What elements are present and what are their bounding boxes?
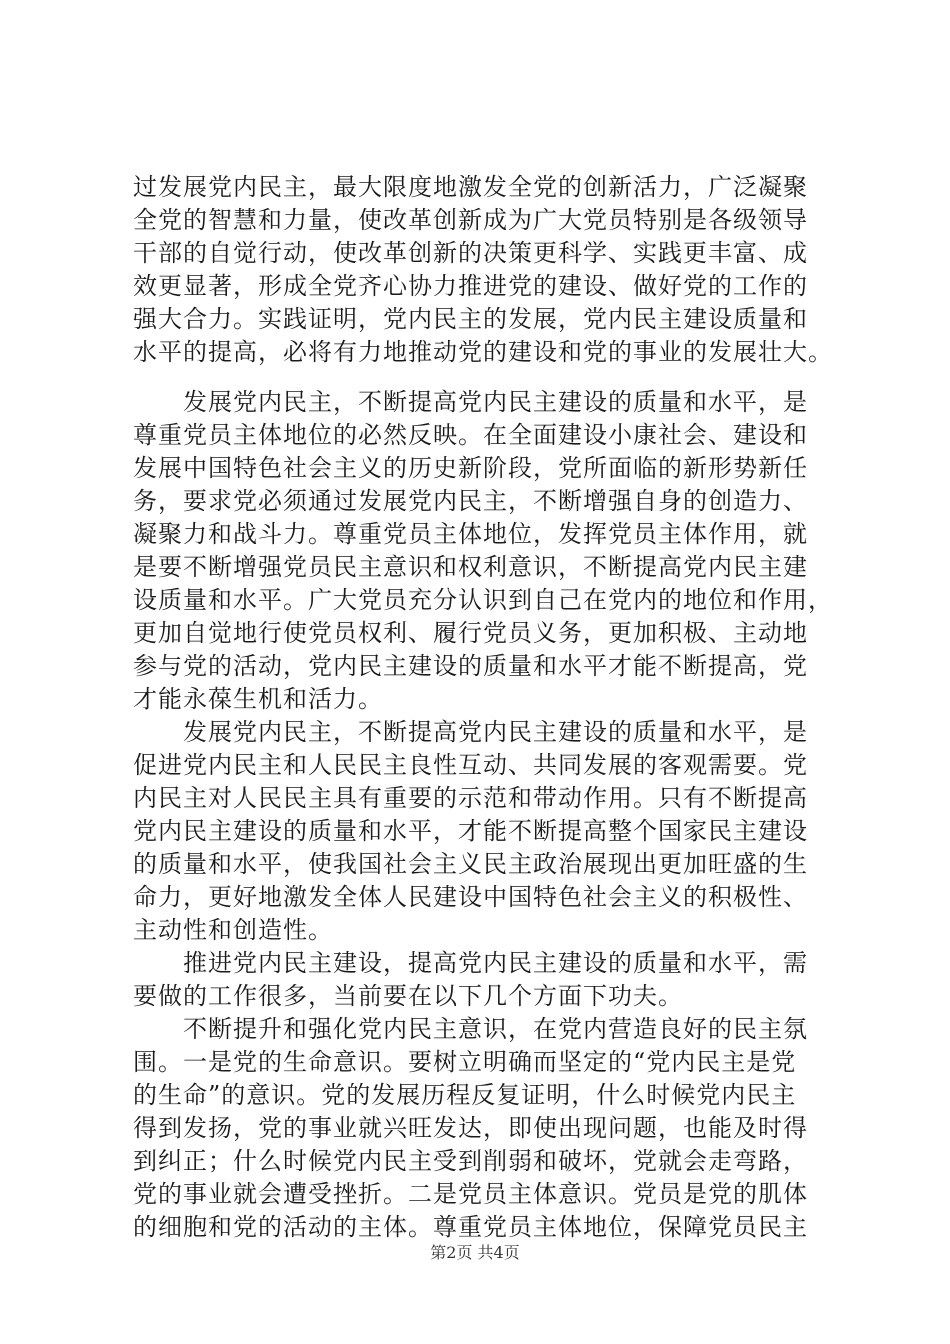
text-line: 到纠正；什么时候党内民主受到削弱和破坏，党就会走弯路，	[133, 1147, 808, 1175]
text-line: 过发展党内民主，最大限度地激发全党的创新活力，广泛凝聚	[133, 173, 808, 201]
text-line: 党的事业就会遭受挫折。二是党员主体意识。党员是党的肌体	[133, 1180, 808, 1208]
text-line: 主动性和创造性。	[133, 916, 333, 944]
text-line: 党内民主建设的质量和水平，才能不断提高整个国家民主建设	[133, 817, 808, 845]
page-number-footer: 第2页 共4页	[430, 1243, 520, 1262]
text-line: 是要不断增强党员民主意识和权利意识，不断提高党内民主建	[133, 553, 808, 581]
text-line: 设质量和水平。广大党员充分认识到自己在党内的地位和作用，	[133, 586, 833, 614]
text-line: 的生命”的意识。党的发展历程反复证明，什么时候党内民主	[133, 1081, 797, 1109]
paragraph-3	[133, 716, 823, 947]
text-line: 发展中国特色社会主义的历史新阶段，党所面临的新形势新任	[133, 454, 808, 482]
text-line: 效更显著，形成全党齐心协力推进党的建设、做好党的工作的	[133, 272, 808, 300]
text-line: 更加自觉地行使党员权利、履行党员义务，更加积极、主动地	[133, 619, 808, 647]
text-line: 发展党内民主，不断提高党内民主建设的质量和水平，是	[133, 388, 808, 416]
text-line: 围。一是党的生命意识。要树立明确而坚定的“党内民主是党	[133, 1048, 797, 1076]
text-line: 强大合力。实践证明，党内民主的发展，党内民主建设质量和	[133, 305, 808, 333]
text-line: 凝聚力和战斗力。尊重党员主体地位，发挥党员主体作用，就	[133, 520, 808, 548]
text-line: 全党的智慧和力量，使改革创新成为广大党员特别是各级领导	[133, 206, 808, 234]
text-line: 不断提升和强化党内民主意识，在党内营造良好的民主氛	[133, 1015, 808, 1043]
text-line: 干部的自觉行动，使改革创新的决策更科学、实践更丰富、成	[133, 239, 808, 267]
paragraph-1	[133, 171, 833, 369]
text-line: 水平的提高，必将有力地推动党的建设和党的事业的发展壮大。	[133, 338, 833, 366]
text-line: 发展党内民主，不断提高党内民主建设的质量和水平，是	[133, 718, 808, 746]
text-line: 促进党内民主和人民民主良性互动、共同发展的客观需要。党	[133, 751, 808, 779]
text-line: 参与党的活动，党内民主建设的质量和水平才能不断提高，党	[133, 652, 808, 680]
text-line: 推进党内民主建设，提高党内民主建设的质量和水平，需	[133, 949, 808, 977]
document-body	[133, 171, 833, 1244]
paragraph-5	[133, 1013, 823, 1244]
text-line: 务，要求党必须通过发展党内民主，不断增强自身的创造力、	[133, 487, 808, 515]
text-line: 的细胞和党的活动的主体。尊重党员主体地位，保障党员民主	[133, 1213, 808, 1241]
text-line: 要做的工作很多，当前要在以下几个方面下功夫。	[133, 982, 683, 1010]
text-line: 才能永葆生机和活力。	[133, 685, 383, 713]
text-line: 命力，更好地激发全体人民建设中国特色社会主义的积极性、	[133, 883, 808, 911]
text-line: 得到发扬，党的事业就兴旺发达，即使出现问题，也能及时得	[133, 1114, 808, 1142]
paragraph-4	[133, 947, 823, 1013]
text-line: 内民主对人民民主具有重要的示范和带动作用。只有不断提高	[133, 784, 808, 812]
paragraph-spacer	[133, 369, 823, 386]
paragraph-2	[133, 386, 833, 716]
text-line: 的质量和水平，使我国社会主义民主政治展现出更加旺盛的生	[133, 850, 808, 878]
text-line: 尊重党员主体地位的必然反映。在全面建设小康社会、建设和	[133, 421, 808, 449]
